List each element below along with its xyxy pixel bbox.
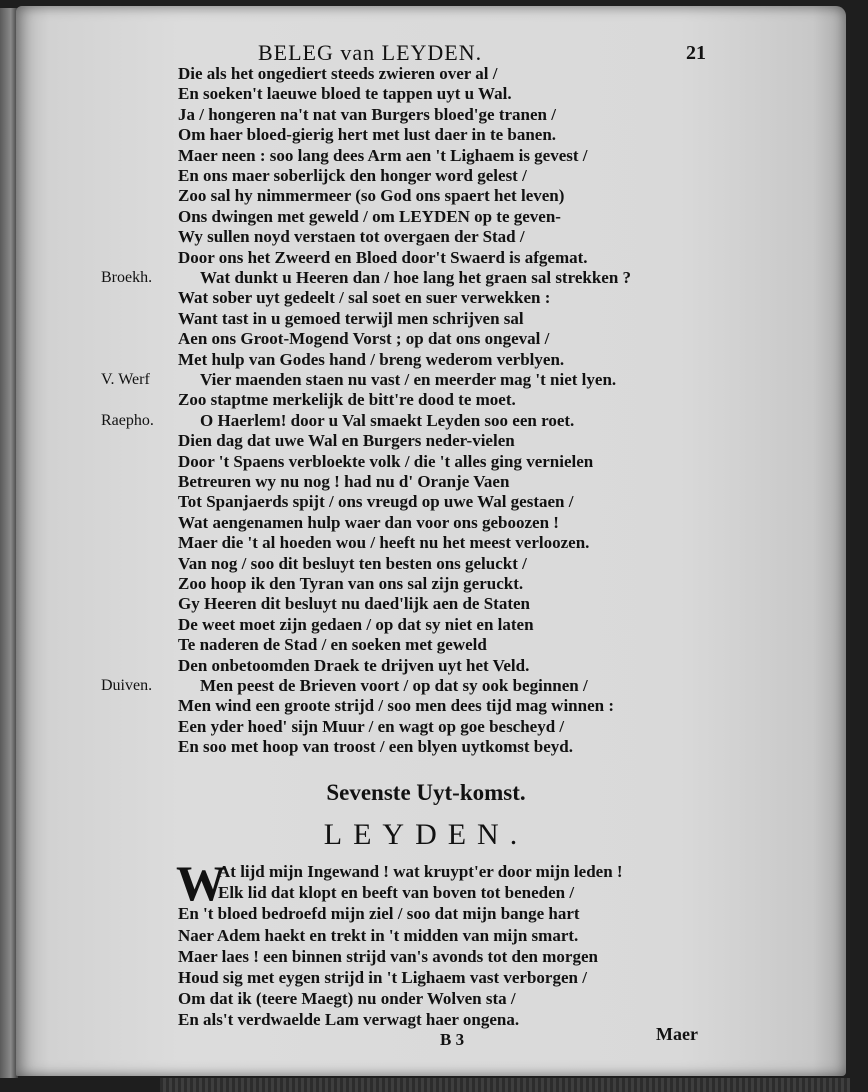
verse-line: Door ons het Zweerd en Bloed door't Swaerd is afgemat. bbox=[178, 247, 588, 267]
verse-line: En soeken't laeuwe bloed te tappen uyt u Wal. bbox=[178, 84, 512, 104]
speaker-label: Duiven. bbox=[101, 677, 153, 694]
binding-edge bbox=[160, 1078, 850, 1092]
verse-line: Door 't Spaens verbloekte volk / die 't alles ging vernielen bbox=[178, 451, 594, 471]
running-title: BELEG van LEYDEN. bbox=[258, 40, 483, 65]
catchword: Maer bbox=[656, 1024, 698, 1044]
verse-line: Van nog / soo dit besluyt ten besten ons geluckt / bbox=[178, 553, 527, 573]
verse-line: Die als het ongediert steeds zwieren over al / bbox=[178, 64, 498, 83]
verse-line: At lijd mijn Ingewand ! wat kruypt'er door mijn leden ! bbox=[218, 862, 623, 881]
verse-line: Wat sober uyt gedeelt / sal soet en suer verwekken : bbox=[178, 288, 551, 308]
speaker-label: Raepho. bbox=[101, 411, 154, 429]
verse-line: Wat aengenamen hulp waer dan voor ons geboozen ! bbox=[178, 512, 559, 532]
speaker-label: V. Werf bbox=[101, 371, 150, 388]
verse-line: Met hulp van Godes hand / breng wederom verblyen. bbox=[178, 349, 565, 369]
verse-line: De weet moet zijn gedaen / op dat sy niet en laten bbox=[178, 614, 534, 634]
verse-line: Want tast in u gemoed terwijl men schrijven sal bbox=[178, 308, 524, 328]
section-heading: Sevenste Uyt-komst. bbox=[326, 780, 526, 805]
verse-line: Om haer bloed-gierig hert met lust daer in te banen. bbox=[178, 125, 557, 145]
verse-line: En soo met hoop van troost / een blyen uytkomst beyd. bbox=[178, 737, 573, 757]
verse-line: Vier maenden staen nu vast / en meerder mag 't niet lyen. bbox=[200, 370, 617, 389]
speaker-label: Broekh. bbox=[101, 269, 153, 286]
signature-mark: B 3 bbox=[440, 1030, 465, 1049]
drop-cap: W bbox=[176, 855, 226, 911]
verse-line: En als't verdwaelde Lam verwagt haer ongena. bbox=[178, 1010, 520, 1030]
verse-line: O Haerlem! door u Val smaekt Leyden soo een roet. bbox=[200, 410, 575, 430]
verse-line: Den onbetoomden Draek te drijven uyt het Veld. bbox=[178, 655, 530, 675]
verse-line: En ons maer soberlijck den honger word gelest / bbox=[178, 166, 527, 185]
verse-line: Te naderen de Stad / en soeken met geweld bbox=[178, 635, 487, 655]
speaker-heading: LEYDEN. bbox=[323, 818, 529, 851]
page-number: 21 bbox=[686, 42, 706, 64]
verse-line: En 't bloed bedroefd mijn ziel / soo dat mijn bange hart bbox=[178, 904, 580, 924]
verse-line: Tot Spanjaerds spijt / ons vreugd op uwe Wal gestaen / bbox=[178, 492, 574, 512]
verse-line: Betreuren wy nu nog ! had nu d' Oranje Vaen bbox=[178, 472, 510, 491]
verse-line: Men peest de Brieven voort / op dat sy ook beginnen / bbox=[200, 676, 588, 695]
verse-line: Een yder hoed' sijn Muur / en wagt op goe bescheyd / bbox=[178, 716, 565, 736]
verse-line: Maer neen : soo lang dees Arm aen 't Lighaem is gevest / bbox=[178, 145, 588, 165]
verse-line: Wy sullen noyd verstaen tot overgaen der Stad / bbox=[178, 227, 525, 247]
verse-line: Ons dwingen met geweld / om LEYDEN op te geven- bbox=[178, 206, 561, 226]
verse-line: Houd sig met eygen strijd in 't Lighaem vast verborgen / bbox=[178, 968, 587, 987]
verse-line: Gy Heeren dit besluyt nu daed'lijk aen de Staten bbox=[178, 594, 530, 614]
verse-line: Dien dag dat uwe Wal en Burgers neder-vielen bbox=[178, 431, 515, 451]
verse-line: Maer die 't al hoeden wou / heeft nu het meest verloozen. bbox=[178, 533, 590, 553]
verse-line: Ja / hongeren na't nat van Burgers bloed'ge tranen / bbox=[178, 104, 556, 124]
verse-line: Elk lid dat klopt en beeft van boven tot beneden / bbox=[218, 883, 575, 903]
verse-line: Maer laes ! een binnen strijd van's avonds tot den morgen bbox=[178, 946, 598, 966]
verse-line: Zoo staptme merkelijk de bitt're dood te moet. bbox=[178, 390, 516, 410]
verse-line: Men wind een groote strijd / soo men dees tijd mag winnen : bbox=[178, 696, 614, 716]
verse-line: Wat dunkt u Heeren dan / hoe lang het graen sal strekken ? bbox=[200, 268, 632, 287]
verse-line: Zoo sal hy nimmermeer (so God ons spaert het leven) bbox=[178, 186, 565, 206]
verse-line: Aen ons Groot-Mogend Vorst ; op dat ons ongeval / bbox=[178, 329, 550, 349]
verse-line: Zoo hoop ik den Tyran van ons sal zijn geruckt. bbox=[178, 574, 524, 593]
verse-line: Om dat ik (teere Maegt) nu onder Wolven sta / bbox=[178, 989, 516, 1009]
verse-line: Naer Adem haekt en trekt in 't midden van mijn smart. bbox=[178, 925, 579, 945]
